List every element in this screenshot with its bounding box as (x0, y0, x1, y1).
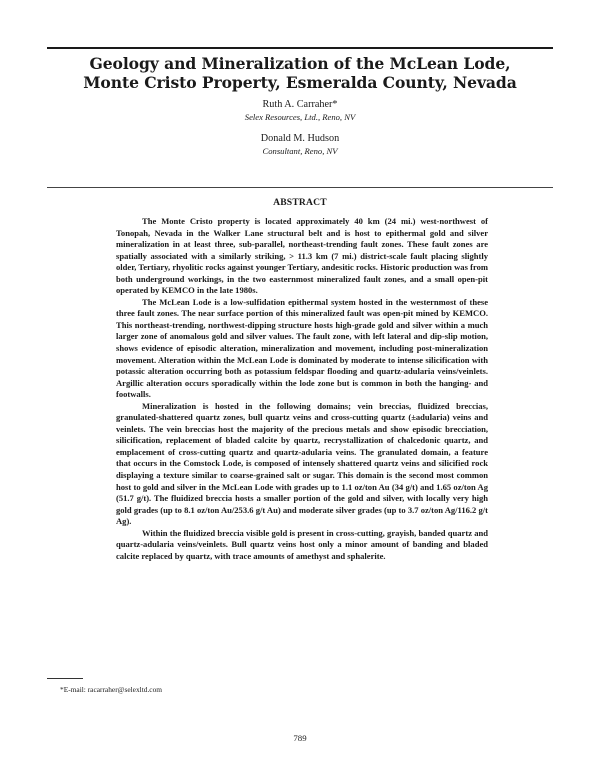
abstract-paragraph-4: Within the fluidized breccia visible gold is present in cross-cutting, grayish, banded quartz and quartz-adularia veins/veinlets. Bull quartz veins host only a minor amount of banding and bladed calcite replaced by quartz, with trace amounts of amethyst and sphalerite. (116, 527, 488, 561)
abstract-paragraph-1: The Monte Cristo property is located approximately 40 km (24 mi.) west-northwest of Tonopah, Nevada in the Walker Lane structural belt and is host to epithermal gold and silver mineralization in at least three, sub-parallel, northeast-trending fault zones. These fault zones are spatially associated with a similarly striking, > 11.3 km (7 mi.) district-scale fault placing slightly older, Tertiary, rhyolitic rocks against younger Tertiary, andesitic rocks. Historic production was from both underground workings, in the two easternmost mineralized fault zones, and a small open-pit operated by KEMCO in the late 1980s. (116, 216, 488, 296)
header-bottom-rule (47, 187, 553, 188)
abstract-heading: ABSTRACT (273, 197, 327, 208)
title-line-1: Geology and Mineralization of the McLean Lode, (89, 54, 511, 73)
title-line-2: Monte Cristo Property, Esmeralda County, Nevada (83, 73, 517, 92)
author-name-2: Donald M. Hudson (260, 133, 340, 144)
top-rule (47, 47, 553, 49)
author-affiliation-1: Selex Resources, Ltd., Reno, NV (244, 112, 356, 122)
author-name-1: Ruth A. Carraher* (262, 99, 338, 110)
paper-title (47, 54, 553, 92)
page-number: 789 (293, 733, 307, 743)
footnote-rule (47, 678, 83, 679)
author-block-2 (0, 132, 600, 157)
author-affiliation-2: Consultant, Reno, NV (262, 146, 338, 156)
abstract-paragraph-3: Mineralization is hosted in the following domains; vein breccias, fluidized breccias, granulated-shattered quartz zones, bull quartz veins and cross-cutting quartz (±adularia) veins and veinlets. The vein breccias host the majority of the precious metals and show episodic brecciation, silicification, replacement of bladed calcite by quartz, recrystallization of chalcedonic quartz, and emplacement of cross-cutting quartz and quartz-adularia veins. The granulated domain, a feature that occurs in the Comstock Lode, is composed of intensely shattered quartz veins and silicified rock displaying a texture similar to coarse-grained salt or sugar. This domain is the second most common host to gold and silver in the McLean Lode with grades up to 1.1 oz/ton Au (34 g/t) and 1.65 oz/ton Ag (51.7 g/t). The fluidized breccia hosts a smaller portion of the gold and silver, with locally very high gold grades (up to 8.1 oz/ton Au/253.6 g/t Au) and moderate silver grades (up to 3.7 oz/ton Ag/116.2 g/t Ag). (116, 400, 488, 527)
abstract-paragraph-2: The McLean Lode is a low-sulfidation epithermal system hosted in the westernmost of these three fault zones. The near surface portion of this mineralized fault was open-pit mined by KEMCO. This northeast-trending, northwest-dipping structure hosts high-grade gold and silver within a much larger zone of anomalous gold and silver values. The fault zone, with left lateral and dip-slip motion, shows evidence of episodic alteration, mineralization and movement, including post-mineralization movement. Alteration within the McLean Lode is dominated by moderate to intense silicification with potassic alteration occurring both as potassium feldspar flooding and quartz-adularia veins/veinlets. Argillic alteration occurs sporadically within the lode zone but is common in both the hanging- and footwalls. (116, 296, 488, 400)
author-block-1 (0, 98, 600, 123)
footnote-email: *E-mail: racarraher@selexltd.com (60, 685, 163, 694)
abstract-body (116, 216, 488, 562)
